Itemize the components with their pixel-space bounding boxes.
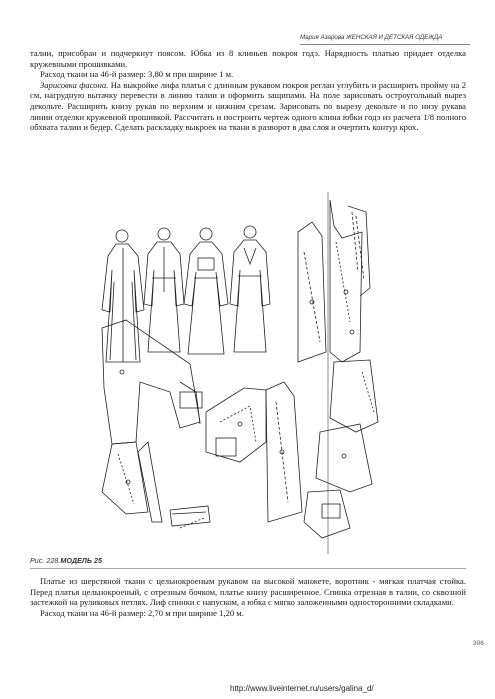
- caption-rule: [30, 568, 466, 569]
- figure-caption: [30, 556, 102, 565]
- pattern-illustration: [30, 192, 466, 554]
- pattern-piece-left-skirt: [102, 442, 162, 522]
- dress-figure-back: [144, 228, 184, 352]
- pattern-piece-right-tall: [330, 200, 370, 362]
- paragraph-1: талии, присобран и подчеркнут поясом. Юбка из 8 клиньев покроя годэ. Нарядность платью придает отделка кружевными прошивками.: [30, 48, 466, 69]
- bottom-text-block: [30, 576, 466, 618]
- paragraph-sketch: [30, 80, 466, 133]
- pattern-piece-right-lower: [304, 360, 378, 538]
- pattern-piece-center-tall: [266, 382, 302, 522]
- sewing-pattern-figure: [30, 192, 466, 554]
- pattern-piece-small-collar: [170, 506, 210, 528]
- sketch-body: На выкройке лифа платья с длинным рукавом покроя реглан углубить и расширить пройму на 2 см, нагрудную вытачку перевести в линию талии и оформить защипами. На поле зарисовать остроугольный вырез декольте. Расширить книзу рукав по верхним и нижним срезам. Зарисовать по вырезу декольте и по низу рукава линии отделки кружевной прошивкой. Рассчитать и построить чертеж одного клина юбки годэ из расчета 1/8 полного обхвата талии и бедер. Сделать раскладку выкроек на ткани в разворот в два слоя и очертить контур крох.: [30, 79, 467, 133]
- header-rule: [300, 44, 470, 45]
- running-header: Мария Азарова ЖЕНСКАЯ И ДЕТСКАЯ ОДЕЖДА: [300, 34, 443, 41]
- caption-model: МОДЕЛЬ 25: [60, 556, 102, 565]
- dress-figure-third: [184, 228, 228, 354]
- pattern-piece-left-sleeve: [102, 320, 202, 444]
- model-description: Платье из шерстяной ткани с цельнокроеным рукавом на высокой манжете, воротник - мягкая платчая стойка. Перед платья цельнокроеный, с отрезным бочком, платье книзу расширенное. Спинка отрезная в талии, со сквозной застежкой на руликовых петлях. Лиф спинки с напуском, а юбка с мягко заложенными односторонними складками.: [30, 576, 466, 608]
- pattern-piece-center-sleeve: [206, 388, 266, 462]
- dress-figure-fourth: [230, 226, 270, 352]
- fabric-consumption-1: Расход ткани на 46-й размер: 3,80 м при ширине 1 м.: [40, 69, 234, 80]
- sketch-lead: Зарисовка фасона.: [40, 79, 109, 90]
- pattern-piece-middle: [298, 222, 326, 362]
- page-number: 306: [473, 640, 484, 647]
- watermark-url[interactable]: http://www.liveinternet.ru/users/galina_d/: [230, 684, 374, 693]
- caption-prefix: Рис. 228.: [30, 556, 61, 565]
- fabric-consumption-2: Расход ткани на 46-й размер: 2,70 м при ширине 1,20 м.: [40, 607, 244, 618]
- top-text-block: [30, 48, 466, 133]
- dress-figure-front: [102, 230, 144, 362]
